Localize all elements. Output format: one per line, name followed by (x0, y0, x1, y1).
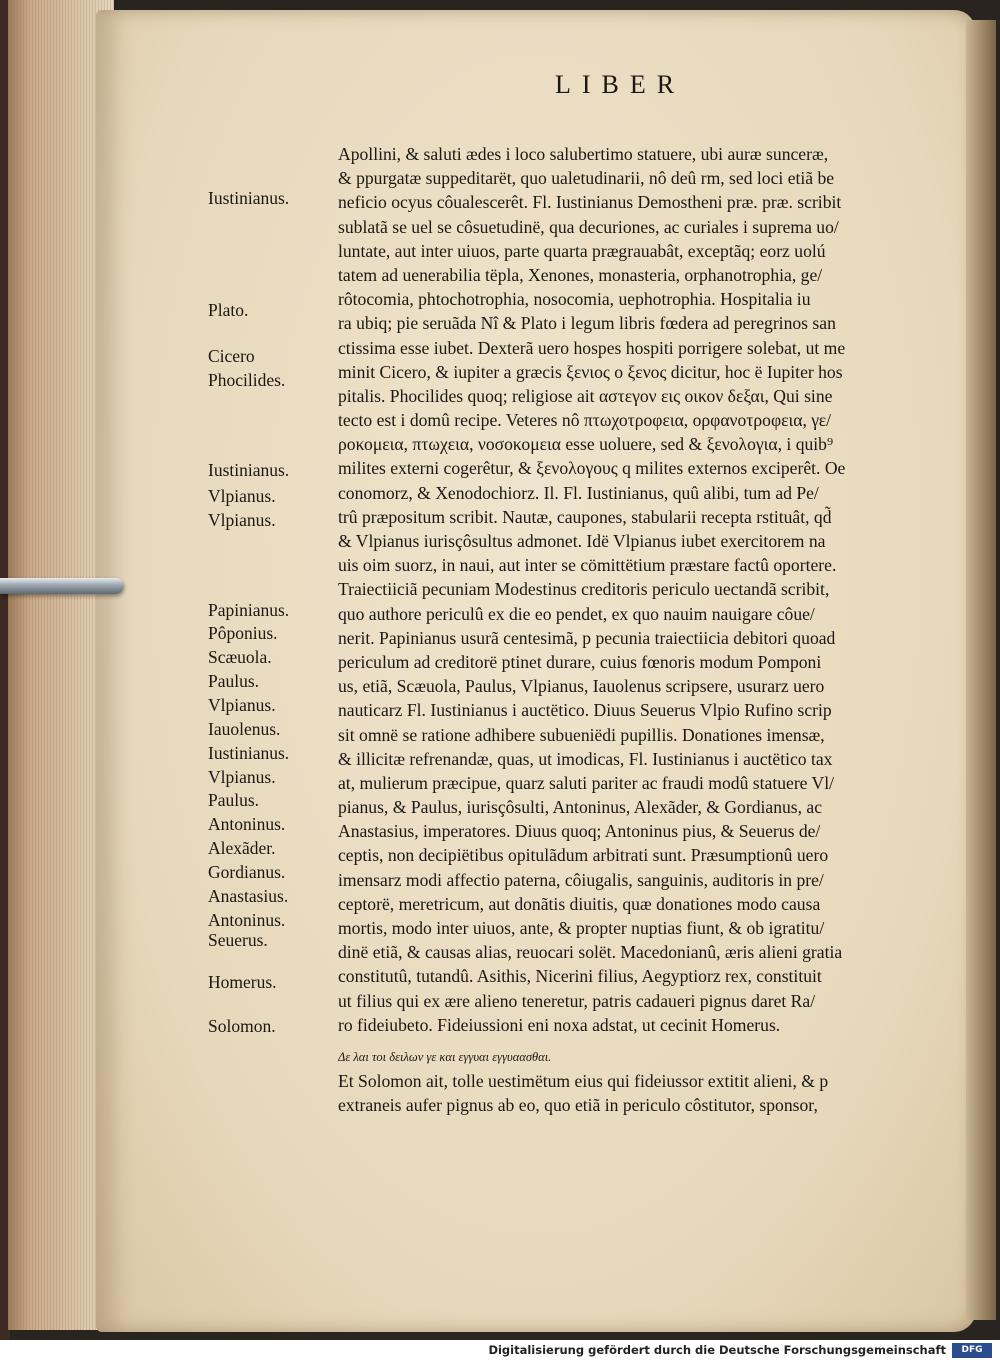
text-line: sublatã se uel se côsuetudinë, qua decuriones, ac curiales i suprema uo/ (338, 216, 839, 237)
text-line: neficio ocyus côualescerêt. Fl. Iustinianus Demostheni præ. præ. scribit (338, 192, 842, 213)
text-line: & ppurgatæ suppeditarët, quo ualetudinarii, nô deû rm, sed loci etiã be (338, 168, 835, 189)
text-line: ctissima esse iubet. Dexterã uero hospes hospiti porrigere solebat, ut me (338, 337, 846, 358)
bookmark-ribbon (0, 578, 124, 594)
margin-note: Vlpianus. (208, 767, 276, 787)
text-line: ra ubiq; pie seruãda Nî & Plato i legum libris fœdera ad peregrinos san (338, 313, 836, 334)
text-line: quo authore periculû ex die eo pendet, ex quo nauim nauigare côue/ (338, 603, 815, 624)
margin-note: Phocilides. (208, 370, 286, 390)
margin-note: Anastasius. (208, 886, 289, 906)
margin-note: Iauolenus. (208, 719, 281, 739)
text-line: periculum ad creditorë ptinet durare, cuius fœnoris modum Pomponi (338, 651, 822, 672)
text-line: minit Cicero, & iupiter a græcis ξενιος ο ξενος dicitur, hoc ë Iupiter hos (338, 361, 843, 382)
margin-note: Vlpianus. (208, 695, 276, 715)
margin-note: Vlpianus. (208, 486, 276, 506)
margin-note: Alexãder. (208, 838, 276, 858)
text-line: ceptorë, meretricum, aut donãtis diuitis, quæ donationes modo causa (338, 893, 821, 914)
text-line: nerit. Papinianus usurã centesimã, p pecunia traiectiicia debitori quoad (338, 627, 836, 648)
dfg-logo: DFG (952, 1343, 992, 1358)
margin-note: Gordianus. (208, 862, 286, 882)
text-line: pianus, & Paulus, iurisçôsulti, Antoninus, Alexãder, & Gordianus, ac (338, 797, 823, 818)
text-line: ceptis, non decipiëtibus opitulãdum arbitrati sunt. Præsumptionû uero (338, 845, 829, 866)
margin-note: Iustinianus. (208, 743, 290, 763)
text-line: uis oim suorz, in naui, aut inter se cömittëtium præstare factû oportere. (338, 555, 837, 576)
margin-note: Vlpianus. (208, 510, 276, 530)
margin-note: Pôponius. (208, 623, 278, 643)
margin-note: Paulus. (208, 790, 260, 810)
margin-note: Antoninus. (208, 814, 286, 834)
text-line: tatem ad uenerabilia tëpla, Xenones, monasteria, orphanotrophia, ge/ (338, 264, 823, 285)
text-line: Anastasius, imperatores. Diuus quoq; Antoninus pius, & Seuerus de/ (338, 821, 821, 842)
margin-note: Iustinianus. (208, 460, 290, 480)
text-line: conomorz, & Xenodochiorz. Il. Fl. Iustinianus, quû alibi, tum ad Pe/ (338, 482, 819, 503)
text-line: ro fideiubeto. Fideiussioni eni noxa adstat, ut cecinit Homerus. (338, 1014, 781, 1035)
text-line: & illicitæ refrenandæ, quas, ut imodicas, Fl. Iustinianus i auctëtico tax (338, 748, 833, 769)
margin-note: Plato. (208, 300, 249, 320)
margin-note: Cicero (208, 346, 255, 366)
margin-note: Scæuola. (208, 647, 272, 667)
margin-note: Solomon. (208, 1016, 276, 1036)
text-line: trû præpositum scribit. Nautæ, caupones, stabularii recepta rstituât, qd̃ (338, 506, 832, 527)
text-line: Traiectiiciã pecuniam Modestinus creditoris periculo uectandã scribit, (338, 579, 830, 600)
text-line: luntate, aut inter uiuos, parte quarta prægrauabât, exceptãq; eorz uolú (338, 240, 826, 261)
text-line: milites externi cogerêtur, & ξενολογους q milites externos exciperêt. Oe (338, 458, 846, 479)
footer-bar (0, 1340, 1000, 1362)
text-line: nauticarz Fl. Iustinianus i auctëtico. Diuus Seuerus Vlpio Rufino scrip (338, 700, 832, 721)
text-line: extraneis aufer pignus ab eo, quo etiã in periculo côstitutor, sponsor, (338, 1095, 818, 1116)
text-line: constitutû, tutandû. Asithis, Nicerini filius, Aegyptiorz rex, constituit (338, 966, 822, 987)
margin-note: Antoninus. (208, 910, 286, 930)
text-line: imensarz modi affectio paterna, côiugalis, sanguinis, auditoris in pre/ (338, 869, 824, 890)
footer-credit: Digitalisierung gefördert durch die Deutsche Forschungsgemeinschaft (488, 1343, 946, 1357)
running-head: LIBER (555, 70, 686, 99)
margin-note: Papinianus. (208, 600, 290, 620)
margin-note: Iustinianus. (208, 188, 290, 208)
text-line: Et Solomon ait, tolle uestimëtum eius qui fideiussor extitit alieni, & p (338, 1071, 829, 1092)
text-line: at, mulierum præcipue, quarz saluti pariter ac fraudi modû statuere Vl/ (338, 772, 835, 793)
text-line: tecto est i domû recipe. Veteres nô πτωχοτροφεια, ορφανοτροφεια, γε/ (338, 410, 831, 431)
margin-note: Homerus. (208, 972, 277, 992)
text-line: & Vlpianus iurisçôsultus admonet. Idë Vlpianus iubet exercitorem na (338, 531, 826, 551)
text-line: rôtocomia, phtochotrophia, nosocomia, uephotrophia. Hospitalia iu (338, 289, 811, 310)
text-line: us, etiã, Scæuola, Paulus, Vlpianus, Iauolenus scripsere, usurarz uero (338, 676, 825, 697)
margin-note: Seuerus. (208, 930, 268, 950)
body-text (338, 142, 906, 1118)
text-line: ροκομεια, πτωχεια, νοσοκομεια esse uoluere, sed & ξενολογια, i quib⁹ (338, 434, 834, 455)
text-line: ut filius qui ex ære alieno teneretur, patris cadaueri pignus daret Ra/ (338, 990, 816, 1011)
margin-note: Paulus. (208, 671, 260, 691)
text-line: sit omnë se ratione adhibere subueniëdi pupillis. Donationes imensæ, (338, 724, 825, 745)
text-line: mortis, modo inter uiuos, ante, & propter nuptias fiunt, & ob igratitu/ (338, 918, 825, 938)
line-spacer (338, 1037, 906, 1045)
text-line: Δε λαι τοι δειλων γε και εγγυαι εγγυαασθαι. (338, 1049, 552, 1064)
text-line: pitalis. Phocilides quoq; religiose ait αστεγον εις οικον δεξαι, Qui sine (338, 385, 833, 406)
text-line: Apollini, & saluti ædes i loco salubertimo statuere, ubi auræ sunceræ, (338, 144, 829, 164)
gutter-shadow (966, 20, 996, 1320)
text-line: dinë etiã, & causas alias, reuocari solët. Macedonianû, æris alieni gratia (338, 942, 843, 963)
